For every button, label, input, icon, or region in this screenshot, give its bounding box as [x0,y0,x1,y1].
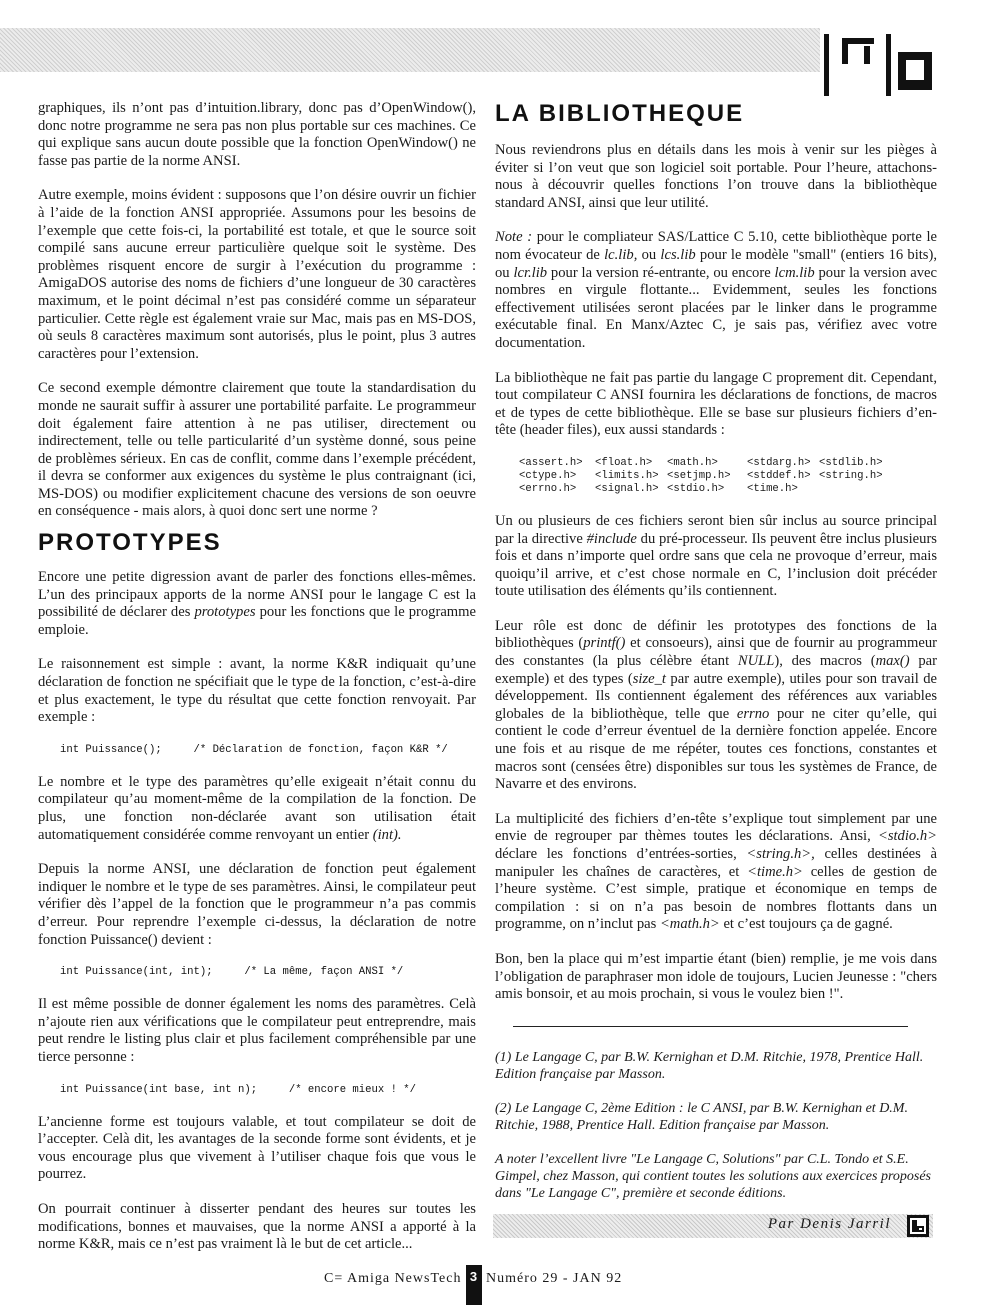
header-file: <stdlib.h> [819,456,883,469]
header-file: <time.h> [747,482,798,495]
code-snippet: int Puissance(int, int); /* La même, façon ANSI */ [60,966,404,979]
footnote: (1) Le Langage C, par B.W. Kernighan et D.M. Ritchie, 1978, Prentice Hall. Edition française par Masson. [495,1049,924,1082]
section-heading-prototypes: PROTOTYPES [38,529,222,557]
paragraph: Un ou plusieurs de ces fichiers seront bien sûr inclus au source principal par la directive #include du pré-processeur. Ils peuvent être inclus plusieurs fois et dans n’importe quel ordre sans que cela ne provoque d’erreur, mais quoiqu’il arrive, et c’est chose normale en C, l’inclusion doit précéder toute utilisation des éléments qu’ils contiennent. [495,512,937,600]
header-file: <math.h> [667,456,718,469]
left-column [38,100,476,1271]
header-file: <float.h> [595,456,653,469]
paragraph: Il est même possible de donner également les noms des paramètres. Celà n’ajoute rien aux vérifications que le compilateur peut entreprendre, mais peut rendre le listing plus clair et plus facilement compréhensible par une tierce personne : [38,996,476,1065]
code-snippet: int Puissance(int base, int n); /* encore mieux ! */ [60,1083,417,1096]
header-file: <string.h> [819,469,883,482]
header-file: <errno.h> [519,482,577,495]
paragraph: Depuis la norme ANSI, une déclaration de fonction peut également indiquer le nombre et le type de ses paramètres. Ainsi, le compilateur peut vérifier dès l’appel de la fonction que le programmeur n’a pas commis d’erreur. Pour reprendre l’exemple ci-dessus, la déclaration de notre fonction Puissance() devient : [38,861,476,948]
paragraph: Le nombre et le type des paramètres qu’elle exigeait n’était connu du compilateur qu’au moment-même de la compilation de la fonction. De plus, une fonction non-déclarée avant son utilisation était automatiquement considérée comme renvoyant un entier (int). [38,773,476,843]
section-logo-icon [818,28,938,100]
code-snippet: int Puissance(); /* Déclaration de fonction, façon K&R */ [60,743,448,756]
header-files-list [519,457,937,496]
paragraph: La multiplicité des fichiers d’en-tête s’explique tout simplement par une envie de regrouper par thèmes toutes les déclarations. Ansi, <stdio.h> déclare les fonctions d’entrées-sorties, <string.h>, celles destinées à manipuler les chaînes de caractères, et <time.h> celles de gestion de l’heure système. C’est simple, pratique et économique en temps de compilation : si on n’a pas besoin de nombres flottants dans un programme, on n’inclut pas <math.h> et c’est toujours ça de gagné. [495,810,937,933]
header-row [519,457,937,470]
note-paragraph: Note : pour le compliateur SAS/Lattice C 5.10, cette bibliothèque porte le nom évocateur de lc.lib, ou lcs.lib pour le modèle "small" (entiers 16 bits), ou lcr.lib pour la version ré-entrante, ou encore lcm.lib pour la version avec nombres en virgule flottante... Evidemment, seules les fonctions effectivement utilisées seront placées par le linker dans le programme exécutable final. En Manx/Aztec C, je sais pas, vérifiez avec votre documentation. [495,229,937,351]
header-row [519,483,937,496]
paragraph: L’ancienne forme est toujours valable, et tout compilateur se doit de l’accepter. Celà dit, les avantages de la seconde forme sont évidents, et je vous encourage plus que vivement à l’utiliser chaque fois que vous le pourrez. [38,1113,476,1183]
issue-info: Numéro 29 - JAN 92 [486,1271,623,1286]
paragraph: On pourrait continuer à disserter pendant des heures sur toutes les modifications, bonnes et mauvaises, que la norme ANSI a apporté à la norme K&R, mais ce n’est pas vraiment là le but de cet article... [38,1200,476,1253]
paragraph: Leur rôle est donc de définir les prototypes des fonctions de la bibliothèques (printf() et consoeurs), ainsi que de fournir au programmeur des constantes (la plus célèbre étant NULL), des macros (max() par exemple) et des types (size_t par autre exemple), utiles pour son travail de développement. Ils contiennent également des références aux variables globales de la bibliothèque, telle que errno pour ne citer qu’elle, qui contient le code d’erreur éventuel de la dernière fonction appelée. Encore une fois et au risque de me répéter, toutes ces fonctions, constantes et macros sont (censées être) disponibles sur tous les systèmes de France, de Navarre et des environs. [495,617,937,793]
header-file: <stdio.h> [667,482,725,495]
author-byline: Par Denis Jarril [767,1216,891,1232]
header-row [519,470,937,483]
paragraph: Ce second exemple démontre clairement que toute la standardisation du monde ne saurait suffir à assurer une portabilité parfaite. Le programmeur doit également faire attention à ne pas utiliser, directement ou indirectement, telle ou telle particularité d’un système donné, sous peine de problèmes sérieux. En cas de conflit, comme dans l’exemple précédent, il devra se conformer aux exigences du système le plus contraignant (ici, MS-DOS) ou modifier explicitement chacune des versions de son oeuvre en conséquence - mais alors, à quoi donc sert une norme ? [38,380,476,520]
end-mark-icon [906,1214,930,1238]
footnote: A noter l’excellent livre "Le Langage C, Solutions" par C.L. Tondo et S.E. Gimpel, chez Masson, qui contient toutes les solutions aux exercices proposés dans "Le Langage C", première et seconde éditions. [495,1151,931,1201]
section-heading-bibliotheque: LA BIBLIOTHEQUE [495,100,745,127]
header-file: <setjmp.h> [667,469,731,482]
divider [513,1026,908,1027]
paragraph: Bon, ben la place qui m’est impartie étant (bien) remplie, je me vois dans l’obligation de paraphraser mon idole de toujours, Lucien Jeunesse : "chers amis bonsoir, et au mois prochain, si vous le voulez bien !". [495,950,937,1003]
publication-name: C= Amiga NewsTech [324,1271,462,1286]
byline-band [493,1214,933,1238]
header-band [0,28,820,72]
paragraph: Autre exemple, moins évident : supposons que l’on désire ouvrir un fichier à l’aide de la fonction ANSI appropriée. Assumons pour les besoins de l’exemple que cette fois-ci, la portabilité est totale, et que le source soit compilé sans aucune erreur particulière quelque soit le système. Des problèmes risquent encore de surgir à l’exécution du programme : AmigaDOS autorise des noms de fichiers d’une longueur de 30 caractères maximum, et le point décimal n’est pas considéré comme un séparateur particulier. Cette règle est également vraie sur Mac, mais pas en MS-DOS, où seuls 8 caractères maximum sont autorisés, plus le point, plus 3 autres caractères pour l’extension. [38,187,476,362]
header-file: <signal.h> [595,482,659,495]
header-file: <limits.h> [595,469,659,482]
header-file: <ctype.h> [519,469,577,482]
footnote: (2) Le Langage C, 2ème Edition : le C ANSI, par B.W. Kernighan et D.M. Ritchie, 1988, Prentice Hall. Edition française par Masson. [495,1100,908,1133]
header-file: <stddef.h> [747,469,811,482]
paragraph: La bibliothèque ne fait pas partie du langage C proprement dit. Cependant, tout compilateur C ANSI fournira les déclarations de fonctions, de macros et de types de cette bibliothèque. Elle se base sur plusieurs fichiers d’en-tête (header files), eux aussi standards : [495,369,937,439]
paragraph: Nous reviendrons plus en détails dans les mois à venir sur les pièges à éviter si l’on veut que son logiciel soit portable. Pour l’heure, attachons-nous à découvrir quelles fonctions l’on trouve dans la bibliothèque standard ANSI, ainsi que leur utilité. [495,142,937,211]
paragraph: Encore une petite digression avant de parler des fonctions elles-mêmes. L’un des principaux apports de la norme ANSI pour le langage C est la possibilité de déclarer des prototypes pour les fonctions que le programme emploie. [38,569,476,638]
paragraph: Le raisonnement est simple : avant, la norme K&R indiquait qu’une déclaration de fonction ne spécifiait que le type de la fonction, c’est-à-dire et plus exactement, le type du résultat que cette fonction renvoyait. Par exemple : [38,656,476,726]
header-file: <stdarg.h> [747,456,811,469]
page-number: 3 [466,1265,482,1305]
paragraph: graphiques, ils n’ont pas d’intuition.library, donc pas d’OpenWindow(), donc notre programme ne sera pas non plus portable sur ces machines. Ce qui explique sans aucun doute possible que la fonction OpenWindow() ne fasse pas partie de la norme ANSI. [38,100,476,169]
header-file: <assert.h> [519,456,583,469]
right-column [495,100,937,1219]
